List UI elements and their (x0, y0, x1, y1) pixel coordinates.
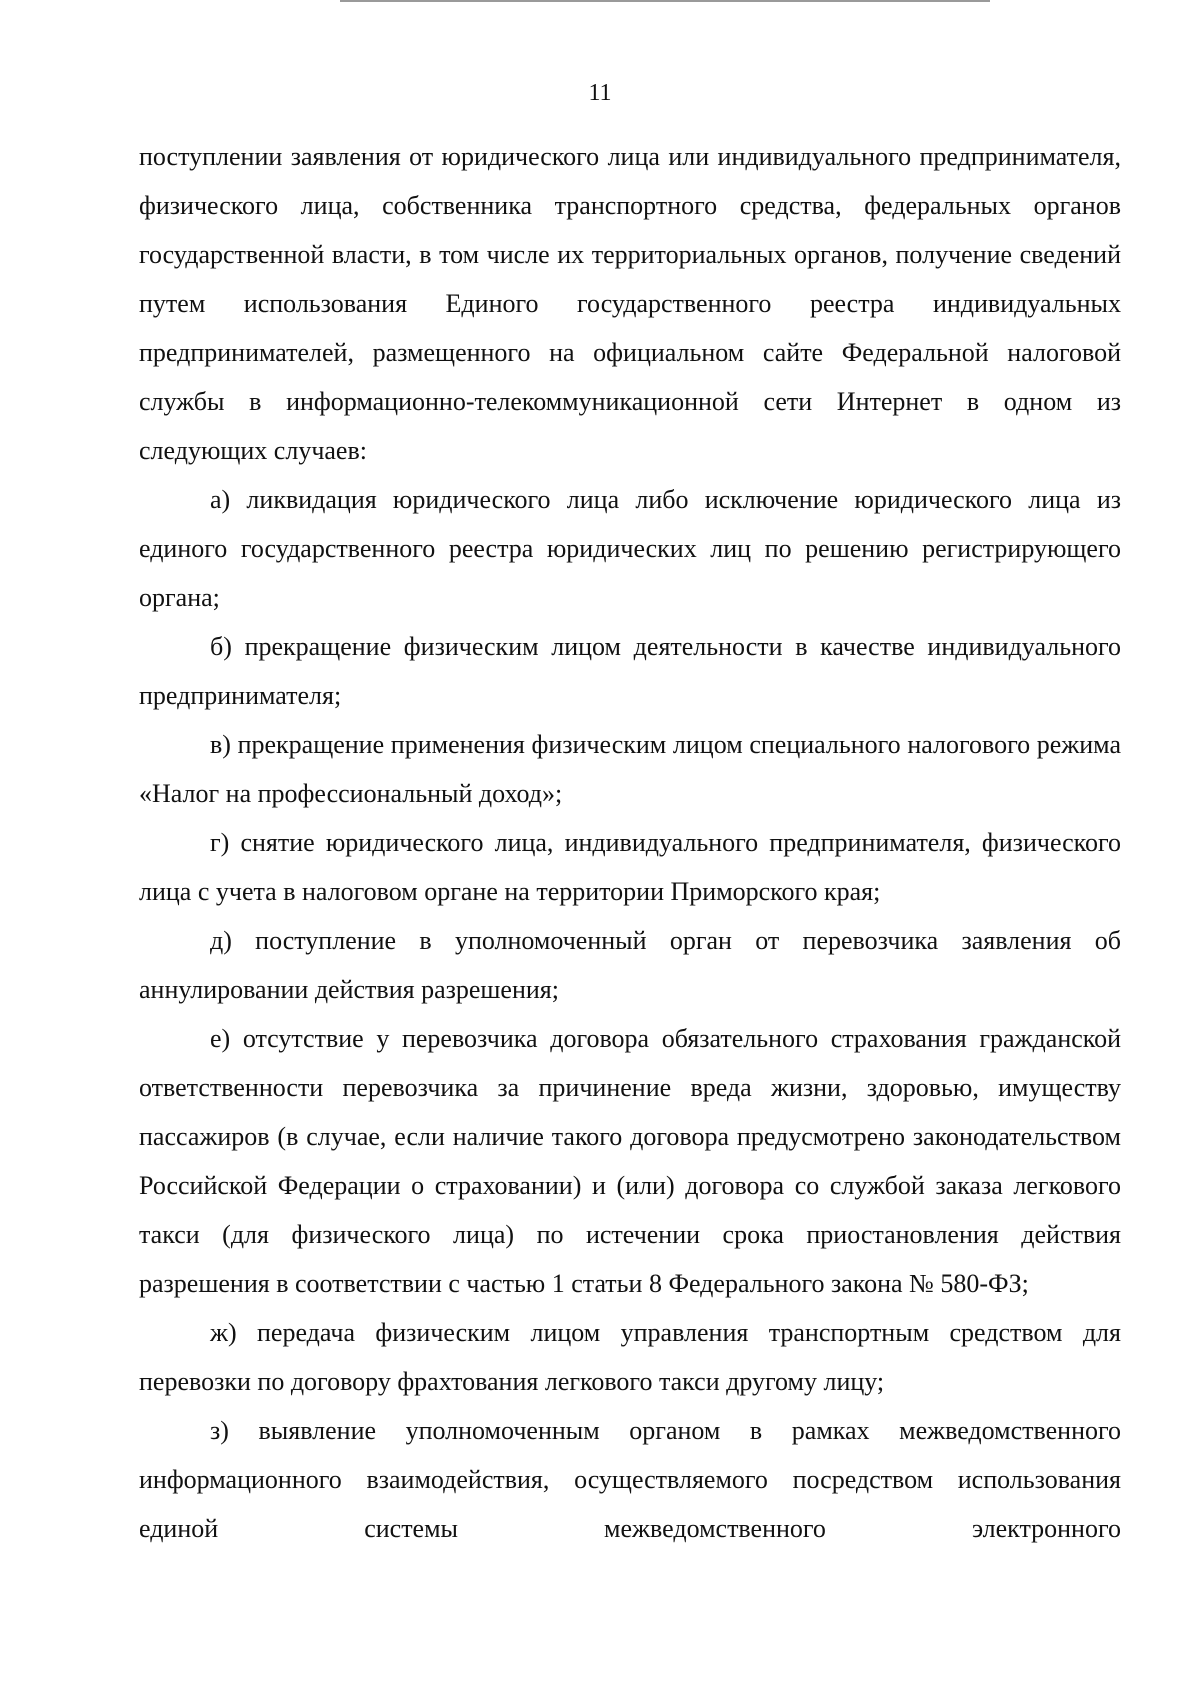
paragraph-intro-continuation: поступлении заявления от юридического лица или индивидуального предпринимателя, физического лица, собственника транспортного средства, федеральных органов государственной власти, в том числе их территориальных органов, получение сведений путем использования Единого государственного реестра индивидуальных предпринимателей, размещенного на официальном сайте Федеральной налоговой службы в информационно-телекоммуникационной сети Интернет в одном из следующих случаев: (139, 142, 1121, 465)
scan-top-edge (340, 0, 990, 2)
page-number: 11 (588, 80, 612, 106)
document-body (139, 132, 1121, 1553)
list-item-z: з) выявление уполномоченным органом в рамках межведомственного информационного взаимодействия, осуществляемого посредством использования единой системы межведомственного электронного (139, 1416, 1121, 1543)
list-item-v: в) прекращение применения физическим лицом специального налогового режима «Налог на профессиональный доход»; (139, 730, 1121, 808)
list-item-zh: ж) передача физическим лицом управления транспортным средством для перевозки по договору фрахтования легкового такси другому лицу; (139, 1318, 1121, 1396)
list-item-d: д) поступление в уполномоченный орган от перевозчика заявления об аннулировании действия разрешения; (139, 926, 1121, 1004)
list-item-g: г) снятие юридического лица, индивидуального предпринимателя, физического лица с учета в налоговом органе на территории Приморского края; (139, 828, 1121, 906)
list-item-a: а) ликвидация юридического лица либо исключение юридического лица из единого государственного реестра юридических лиц по решению регистрирующего органа; (139, 485, 1121, 612)
list-item-e: е) отсутствие у перевозчика договора обязательного страхования гражданской ответственности перевозчика за причинение вреда жизни, здоровью, имуществу пассажиров (в случае, если наличие такого договора предусмотрено законодательством Российской Федерации о страховании) и (или) договора со службой заказа легкового такси (для физического лица) по истечении срока приостановления действия разрешения в соответствии с частью 1 статьи 8 Федерального закона № 580-ФЗ; (139, 1024, 1121, 1298)
list-item-b: б) прекращение физическим лицом деятельности в качестве индивидуального предпринимателя; (139, 632, 1121, 710)
